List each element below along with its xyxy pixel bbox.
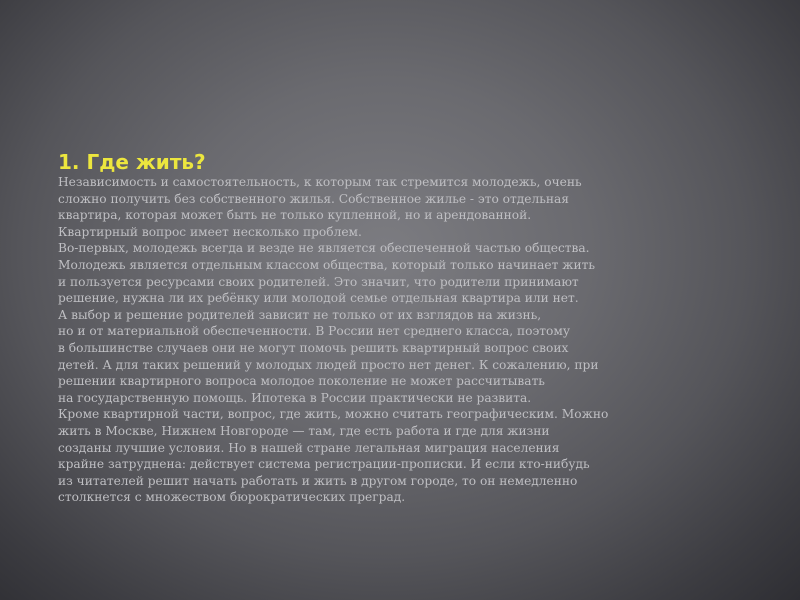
body-line: жить в Москве, Нижнем Новгороде — там, где есть работа и где для жизни <box>58 423 550 438</box>
body-line: столкнется с множеством бюрократических преград. <box>58 490 406 505</box>
body-line: Квартирный вопрос имеет несколько проблем. <box>58 224 362 239</box>
slide-title: 1. Где жить? <box>58 150 206 174</box>
body-line: сложно получить без собственного жилья. Собственное жилье - это отдельная <box>58 191 569 206</box>
body-line: детей. А для таких решений у молодых людей просто нет денег. К сожалению, при <box>58 357 599 372</box>
body-line: Во-первых, молодежь всегда и везде не является обеспеченной частью общества. <box>58 241 590 256</box>
body-line: Молодежь является отдельным классом общества, который только начинает жить <box>58 257 595 272</box>
body-line: на государственную помощь. Ипотека в России практически не развита. <box>58 390 532 405</box>
body-line: крайне затруднена: действует система регистрации-прописки. И если кто-нибудь <box>58 457 590 472</box>
body-line: из читателей решит начать работать и жить в другом городе, то он немедленно <box>58 473 578 488</box>
body-line: в большинстве случаев они не могут помочь решить квартирный вопрос своих <box>58 340 569 355</box>
body-line: решение, нужна ли их ребёнку или молодой семье отдельная квартира или нет. <box>58 291 579 306</box>
body-line: решении квартирного вопроса молодое поколение не может рассчитывать <box>58 374 545 389</box>
body-line: созданы лучшие условия. Но в нашей стране легальная миграция населения <box>58 440 560 455</box>
body-line: Кроме квартирной части, вопрос, где жить, можно считать географическим. Можно <box>58 407 609 422</box>
body-line: А выбор и решение родителей зависит не только от их взглядов на жизнь, <box>58 307 542 322</box>
body-line: квартира, которая может быть не только купленной, но и арендованной. <box>58 208 532 223</box>
slide-body-text <box>58 174 748 506</box>
body-line: Независимость и самостоятельность, к которым так стремится молодежь, очень <box>58 175 582 189</box>
body-line: но и от материальной обеспеченности. В России нет среднего класса, поэтому <box>58 324 571 339</box>
body-line: и пользуется ресурсами своих родителей. Это значит, что родители принимают <box>58 274 579 289</box>
